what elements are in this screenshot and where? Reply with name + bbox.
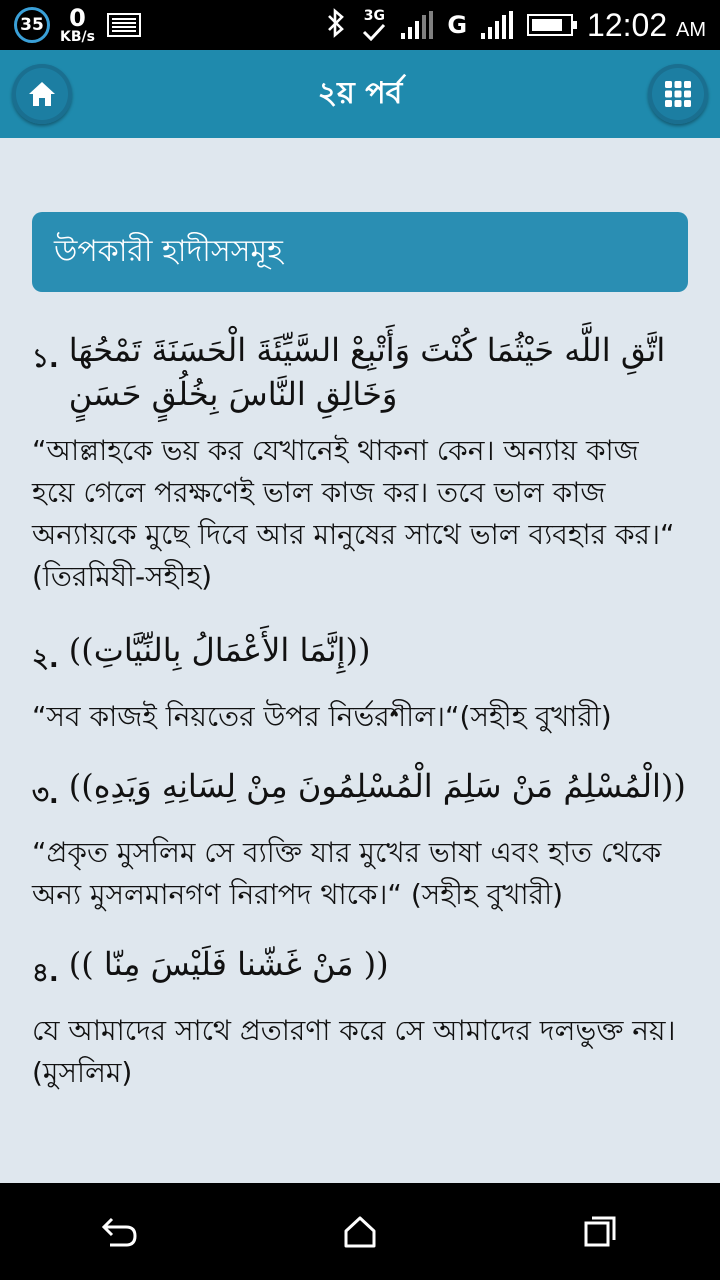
hadith-number: ৩. [32, 780, 59, 810]
speed-unit: KB/s [60, 29, 95, 45]
hadith-number: ১. [32, 344, 59, 374]
back-icon [100, 1215, 140, 1249]
system-nav-bar [0, 1183, 720, 1280]
home-button[interactable] [12, 64, 72, 124]
hadith-arabic: ((الْمُسْلِمُ مَنْ سَلِمَ الْمُسْلِمُونَ مِنْ لِسَانِهِ وَيَدِهِ)) [68, 767, 686, 805]
bluetooth-icon [325, 7, 347, 43]
home-icon [27, 80, 57, 108]
recents-button[interactable] [570, 1202, 630, 1262]
network-speed [60, 6, 95, 44]
grid-menu-icon [664, 80, 692, 108]
grid-menu-button[interactable] [648, 64, 708, 124]
hadith-arabic: (( مَنْ غَشّنا فَلَيْسَ مِنّا )) [68, 945, 389, 983]
status-bar [0, 0, 720, 50]
recents-icon [582, 1214, 618, 1250]
hadith-number: ২. [32, 644, 59, 674]
back-button[interactable] [90, 1202, 150, 1262]
hadith-entry-4 [32, 942, 688, 1094]
section-header: উপকারী হাদীসসমূহ [32, 212, 688, 292]
hadith-list [32, 328, 688, 1094]
hadith-translation: যে আমাদের সাথে প্রতারণা করে সে আমাদের দলভুক্ত নয়। (মুসলিম) [32, 1014, 676, 1089]
battery-icon [527, 14, 573, 36]
hadith-translation: “প্রকৃত মুসলিম সে ব্যক্তি যার মুখের ভাষা এবং হাত থেকে অন্য মুসলমানগণ নিরাপদ থাকে।“ (সহীহ বুখারী) [32, 836, 662, 911]
clock-time: 12:02 [587, 6, 668, 43]
nav-home-icon [342, 1215, 378, 1249]
hadith-translation: “সব কাজই নিয়তের উপর নির্ভরশীল।“(সহীহ বুখারী) [32, 700, 612, 733]
status-right [325, 0, 706, 50]
notification-badge: 35 [14, 7, 50, 43]
network-3g-label: 3G [363, 8, 385, 24]
hadith-arabic: ((إِنَّمَا الأَعْمَالُ بِالنِّيَّاتِ)) [68, 631, 371, 669]
app-bar [0, 50, 720, 138]
gallery-notification-icon [107, 13, 141, 37]
page-title: ২য় পর্ব [317, 75, 403, 111]
hadith-number: ৪. [32, 958, 59, 988]
hadith-arabic: اتَّقِ اللَّه حَيْثُمَا كُنْتَ وَأَتْبِعْ السَّيِّئَةَ الْحَسَنَةَ تَمْحُهَا وَخَالِقِ النَّاسَ بِخُلُقٍ حَسَنٍ [68, 331, 666, 413]
network-3g-indicator [361, 9, 387, 41]
signal-strength-1-icon [401, 11, 433, 39]
content-area[interactable] [0, 138, 720, 1183]
clock-ampm: AM [676, 18, 706, 41]
hadith-entry-1 [32, 328, 688, 598]
clock [587, 7, 706, 44]
hadith-translation: “আল্লাহকে ভয় কর যেখানেই থাকনা কেন। অন্যায় কাজ হয়ে গেলে পরক্ষণেই ভাল কাজ কর। তবে ভাল কাজ অন্যায়কে মুছে দিবে আর মানুষের সাথে ভাল ব্যবহার কর।“ (তিরমিযী-সহীহ) [32, 434, 675, 593]
check-icon [361, 23, 387, 41]
network-g-label: G [447, 11, 468, 39]
status-left [14, 6, 141, 44]
nav-home-button[interactable] [330, 1202, 390, 1262]
speed-value: 0 [69, 4, 86, 32]
hadith-entry-3 [32, 764, 688, 916]
hadith-entry-2 [32, 628, 688, 738]
signal-strength-2-icon [481, 11, 513, 39]
